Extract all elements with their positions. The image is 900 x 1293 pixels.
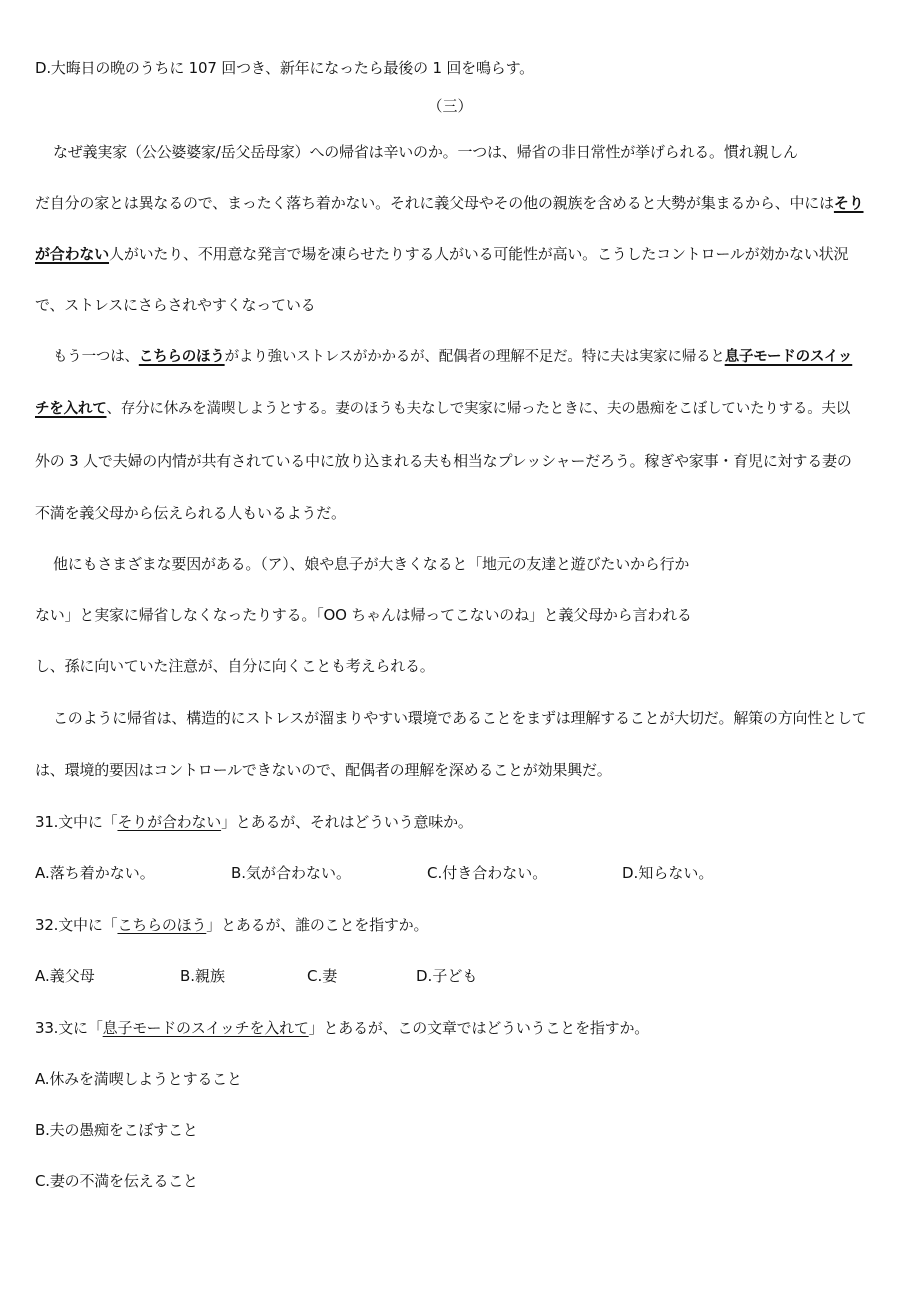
keyword-sori: そり <box>833 194 864 212</box>
text-span: 」とあるが、この文章ではどういうことを指すか。 <box>308 1019 650 1037</box>
text-span: だ自分の家とは異なるので、まったく落ち着かない。それに義父母やその他の親族を含めると大勢が集まるから、中には <box>35 194 834 212</box>
section-title: （三） <box>427 97 473 115</box>
paragraph-line: は、環境的要因はコントロールできないので、配偶者の理解を深めることが効果興だ。 <box>35 761 612 779</box>
text-span: 人がいたり、不用意な発言で場を凍らせたりする人がいる可能性が高い。こうしたコントロールが効かない状況 <box>109 245 849 263</box>
paragraph-line: し、孫に向いていた注意が、自分に向くことも考えられる。 <box>35 657 435 675</box>
paragraph-line: 他にもさまざまな要因がある。（ア）、娘や息子が大きくなると「地元の友達と遊びたいから行か <box>53 555 690 573</box>
paragraph-line <box>53 347 852 367</box>
quoted-phrase: こちらのほう <box>117 916 207 934</box>
option-b[interactable]: B.気が合わない。 <box>231 864 352 882</box>
keyword-ga-awanai: が合わない <box>35 245 110 263</box>
question-stem <box>35 812 473 832</box>
option-a[interactable]: A.休みを満喫しようとすること <box>35 1070 242 1088</box>
prev-question-option-d: D.大晦日の晩のうちに 107 回つき、新年になったら最後の 1 回を鳴らす。 <box>35 59 534 77</box>
text-span: 31.文中に「 <box>35 813 118 831</box>
option-d[interactable]: D.知らない。 <box>622 864 714 882</box>
paragraph-line <box>35 193 864 213</box>
keyword-switch-irete: チを入れて <box>35 401 107 417</box>
quoted-phrase: 息子モードのスイッチを入れて <box>102 1019 309 1037</box>
option-c[interactable]: C.妻 <box>307 967 338 985</box>
paragraph-line <box>35 399 850 419</box>
text-span: 32.文中に「 <box>35 916 118 934</box>
question-stem <box>35 915 428 935</box>
option-c[interactable]: C.付き合わない。 <box>427 864 548 882</box>
paragraph-line: ない」と実家に帰省しなくなったりする。「OO ちゃんは帰ってこないのね」と義父母から言われる <box>35 606 692 624</box>
text-span: 」とあるが、それはどういう意味か。 <box>221 813 473 831</box>
paragraph-line: なぜ義実家（公公婆婆家/岳父岳母家）への帰省は辛いのか。一つは、帰省の非日常性が挙げられる。慣れ親しん <box>53 143 798 161</box>
option-b[interactable]: B.親族 <box>180 967 226 985</box>
quoted-phrase: そりが合わない <box>117 813 222 831</box>
option-c[interactable]: C.妻の不満を伝えること <box>35 1172 198 1190</box>
paragraph-line: で、ストレスにさらされやすくなっている <box>35 296 316 314</box>
text-span: もう一つは、 <box>53 349 139 365</box>
option-d[interactable]: D.子ども <box>416 967 478 985</box>
keyword-musuko-mode: 息子モードのスイッ <box>724 349 853 365</box>
paragraph-line: このように帰省は、構造的にストレスが溜まりやすい環境であることをまずは理解することが大切だ。解策の方向性として <box>53 709 867 727</box>
option-a[interactable]: A.義父母 <box>35 967 95 985</box>
text-span: 」とあるが、誰のことを指すか。 <box>206 916 429 934</box>
keyword-kochira-no-hou: こちらのほう <box>138 349 225 365</box>
option-a[interactable]: A.落ち着かない。 <box>35 864 155 882</box>
paragraph-line: 外の 3 人で夫婦の内情が共有されている中に放り込まれる夫も相当なプレッシャーだろう。稼ぎや家事・育児に対する妻の <box>35 452 852 470</box>
paragraph-line <box>35 244 848 264</box>
text-span: がより強いストレスがかかるが、配偶者の理解不足だ。特に夫は実家に帰ると <box>224 349 725 365</box>
question-stem <box>35 1018 649 1038</box>
option-b[interactable]: B.夫の愚痴をこぼすこと <box>35 1121 198 1139</box>
paragraph-line: 不満を義父母から伝えられる人もいるようだ。 <box>35 504 346 522</box>
text-span: 、存分に休みを満喫しようとする。妻のほうも夫なしで実家に帰ったときに、夫の愚痴をこぼしていたりする。夫以 <box>106 401 851 417</box>
text-span: 33.文に「 <box>35 1019 103 1037</box>
